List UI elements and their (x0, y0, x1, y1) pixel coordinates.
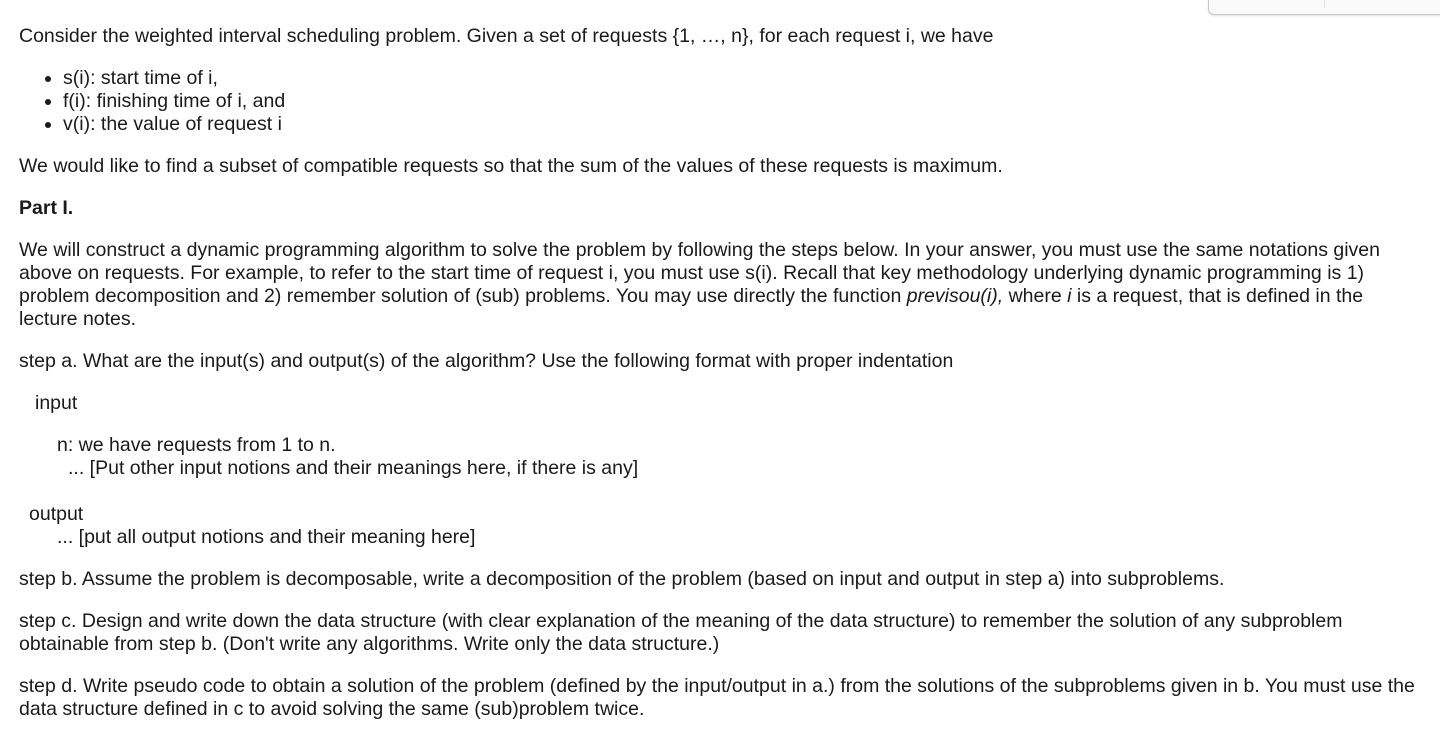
step-c: step c. Design and write down the data structure (with clear explanation of the meaning of the data structure) to remember the solution of any subproblem obtainable from step b. (Don't write any algorithms. Write only the data structure.) (19, 610, 1343, 655)
definition-value: • v(i): the value of request i (63, 113, 1424, 136)
top-right-panel-edge (1208, 0, 1440, 15)
output-label: output (29, 503, 84, 525)
input-n-line: n: we have requests from 1 to n. (57, 434, 336, 456)
step-b: step b. Assume the problem is decomposable, write a decomposition of the problem (based on input and output in step a) into subproblems. (19, 568, 1225, 590)
function-name: previsou(i), (906, 285, 1004, 307)
step-d: step d. Write pseudo code to obtain a solution of the problem (defined by the input/output in a.) from the solutions of the subproblems given in b. You must use the data structure defined in c to avoid solving the same (sub)problem twice. (19, 675, 1415, 720)
instructions-after: is a request, that is defined in the lecture notes. (19, 285, 1364, 330)
step-a: step a. What are the input(s) and output(s) of the algorithm? Use the following format with proper indentation (19, 350, 954, 372)
definition-finish-time: • f(i): finishing time of i, and (63, 90, 1424, 113)
instructions-text (19, 239, 1424, 331)
question-content (19, 25, 1424, 721)
goal-text: We would like to find a subset of compatible requests so that the sum of the values of these requests is maximum. (19, 155, 1003, 177)
request-variable: i (1067, 285, 1072, 307)
input-label: input (35, 392, 78, 414)
panel-divider (1324, 0, 1440, 8)
definition-start-time: • s(i): start time of i, (63, 67, 1424, 90)
intro-text: Consider the weighted interval scheduling problem. Given a set of requests {1, …, n}, for each request i, we have (19, 25, 994, 47)
definition-list (19, 67, 1424, 136)
input-other-line: ... [Put other input notions and their meanings here, if there is any] (68, 457, 639, 479)
part-title: Part I. (19, 197, 74, 219)
output-line: ... [put all output notions and their meaning here] (57, 526, 476, 548)
instructions-mid: where (1003, 285, 1068, 307)
instructions-before: We will construct a dynamic programming algorithm to solve the problem by following the steps below. In your answer, you must use the same notations given above on requests. For example, to refer to the start time of request i, you must use s(i). Recall that key methodology underlying dynamic programming is 1) problem decomposition and 2) remember solution of (sub) problems. You may use directly the function (19, 239, 1380, 307)
